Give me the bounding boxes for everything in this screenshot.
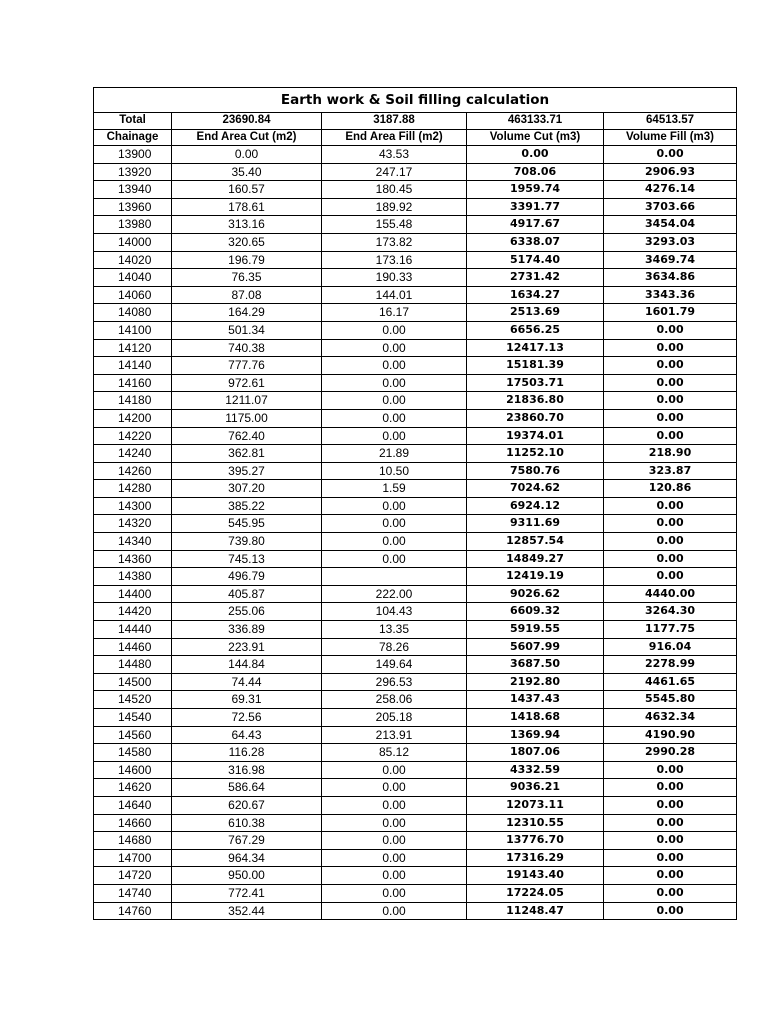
volume-cut-cell: 17224.05 — [467, 884, 604, 902]
chainage-cell: 14260 — [94, 462, 172, 480]
title-row — [94, 88, 737, 113]
volume-fill-cell: 0.00 — [604, 849, 737, 867]
volume-fill-cell: 3264.30 — [604, 603, 737, 621]
volume-fill-cell: 1177.75 — [604, 621, 737, 639]
volume-fill-cell: 2906.93 — [604, 163, 737, 181]
end-area-fill-cell: 0.00 — [322, 550, 467, 568]
chainage-cell: 14080 — [94, 304, 172, 322]
volume-cut-cell: 12419.19 — [467, 568, 604, 586]
chainage-cell: 14220 — [94, 427, 172, 445]
end-area-cut-cell: 178.61 — [172, 198, 322, 216]
volume-fill-cell: 0.00 — [604, 497, 737, 515]
volume-cut-cell: 19374.01 — [467, 427, 604, 445]
end-area-cut-cell: 223.91 — [172, 638, 322, 656]
chainage-cell: 14140 — [94, 357, 172, 375]
volume-fill-cell: 4632.34 — [604, 709, 737, 727]
volume-cut-cell: 3391.77 — [467, 198, 604, 216]
end-area-fill-cell: 173.16 — [322, 251, 467, 269]
volume-cut-cell: 9036.21 — [467, 779, 604, 797]
volume-fill-cell: 0.00 — [604, 339, 737, 357]
end-area-cut-cell: 307.20 — [172, 480, 322, 498]
table-row — [94, 691, 737, 709]
end-area-cut-cell: 164.29 — [172, 304, 322, 322]
end-area-cut-cell: 545.95 — [172, 515, 322, 533]
chainage-cell: 14700 — [94, 849, 172, 867]
end-area-fill-cell: 180.45 — [322, 181, 467, 199]
table-row — [94, 445, 737, 463]
volume-cut-cell: 11248.47 — [467, 902, 604, 920]
volume-fill-cell: 0.00 — [604, 515, 737, 533]
end-area-cut-cell: 405.87 — [172, 585, 322, 603]
volume-cut-cell: 14849.27 — [467, 550, 604, 568]
volume-cut-cell: 9311.69 — [467, 515, 604, 533]
chainage-cell: 14460 — [94, 638, 172, 656]
volume-cut-cell: 17503.71 — [467, 374, 604, 392]
end-area-fill-cell: 85.12 — [322, 744, 467, 762]
table-row — [94, 673, 737, 691]
end-area-fill-cell: 0.00 — [322, 779, 467, 797]
chainage-cell: 14560 — [94, 726, 172, 744]
end-area-fill-cell: 0.00 — [322, 902, 467, 920]
volume-fill-cell: 2990.28 — [604, 744, 737, 762]
table-row — [94, 884, 737, 902]
table-row — [94, 638, 737, 656]
end-area-fill-cell: 247.17 — [322, 163, 467, 181]
volume-fill-cell: 120.86 — [604, 480, 737, 498]
end-area-cut-cell: 352.44 — [172, 902, 322, 920]
volume-fill-cell: 5545.80 — [604, 691, 737, 709]
total-volume-fill: 64513.57 — [604, 113, 737, 130]
volume-cut-cell: 6924.12 — [467, 497, 604, 515]
table-row — [94, 321, 737, 339]
table-row — [94, 603, 737, 621]
chainage-cell: 14020 — [94, 251, 172, 269]
volume-fill-cell: 4440.00 — [604, 585, 737, 603]
end-area-fill-cell: 0.00 — [322, 427, 467, 445]
volume-cut-cell: 19143.40 — [467, 867, 604, 885]
table-row — [94, 198, 737, 216]
end-area-cut-cell: 196.79 — [172, 251, 322, 269]
totals-label: Total — [94, 113, 172, 130]
volume-fill-cell: 3293.03 — [604, 233, 737, 251]
header-volume-fill: Volume Fill (m3) — [604, 129, 737, 146]
end-area-cut-cell: 316.98 — [172, 761, 322, 779]
end-area-fill-cell: 190.33 — [322, 269, 467, 287]
end-area-fill-cell: 0.00 — [322, 374, 467, 392]
volume-fill-cell: 1601.79 — [604, 304, 737, 322]
total-volume-cut: 463133.71 — [467, 113, 604, 130]
volume-cut-cell: 5607.99 — [467, 638, 604, 656]
chainage-cell: 14680 — [94, 832, 172, 850]
volume-cut-cell: 1437.43 — [467, 691, 604, 709]
end-area-fill-cell: 0.00 — [322, 849, 467, 867]
volume-cut-cell: 1418.68 — [467, 709, 604, 727]
volume-fill-cell: 0.00 — [604, 568, 737, 586]
volume-cut-cell: 2731.42 — [467, 269, 604, 287]
table-row — [94, 779, 737, 797]
chainage-cell: 13980 — [94, 216, 172, 234]
end-area-fill-cell: 189.92 — [322, 198, 467, 216]
table-row — [94, 462, 737, 480]
table-row — [94, 744, 737, 762]
volume-cut-cell: 1807.06 — [467, 744, 604, 762]
chainage-cell: 14740 — [94, 884, 172, 902]
volume-cut-cell: 1369.94 — [467, 726, 604, 744]
chainage-cell: 14660 — [94, 814, 172, 832]
volume-fill-cell: 2278.99 — [604, 656, 737, 674]
volume-fill-cell: 3469.74 — [604, 251, 737, 269]
volume-cut-cell: 0.00 — [467, 146, 604, 164]
volume-cut-cell: 13776.70 — [467, 832, 604, 850]
chainage-cell: 14340 — [94, 533, 172, 551]
volume-fill-cell: 0.00 — [604, 761, 737, 779]
chainage-cell: 14500 — [94, 673, 172, 691]
end-area-fill-cell: 0.00 — [322, 761, 467, 779]
volume-fill-cell: 4461.65 — [604, 673, 737, 691]
end-area-cut-cell: 772.41 — [172, 884, 322, 902]
header-chainage: Chainage — [94, 129, 172, 146]
chainage-cell: 14600 — [94, 761, 172, 779]
end-area-fill-cell: 173.82 — [322, 233, 467, 251]
end-area-fill-cell: 213.91 — [322, 726, 467, 744]
table-row — [94, 233, 737, 251]
end-area-cut-cell: 72.56 — [172, 709, 322, 727]
table-row — [94, 796, 737, 814]
table-title: Earth work & Soil filling calculation — [94, 88, 737, 113]
table-row — [94, 409, 737, 427]
end-area-fill-cell: 222.00 — [322, 585, 467, 603]
volume-cut-cell: 12417.13 — [467, 339, 604, 357]
volume-fill-cell: 4276.14 — [604, 181, 737, 199]
table-row — [94, 814, 737, 832]
volume-fill-cell: 0.00 — [604, 779, 737, 797]
chainage-cell: 13920 — [94, 163, 172, 181]
volume-cut-cell: 6656.25 — [467, 321, 604, 339]
end-area-cut-cell: 69.31 — [172, 691, 322, 709]
table-row — [94, 181, 737, 199]
end-area-fill-cell: 0.00 — [322, 515, 467, 533]
table-row — [94, 621, 737, 639]
header-end-area-cut: End Area Cut (m2) — [172, 129, 322, 146]
end-area-cut-cell: 950.00 — [172, 867, 322, 885]
volume-fill-cell: 0.00 — [604, 357, 737, 375]
volume-fill-cell: 0.00 — [604, 409, 737, 427]
end-area-cut-cell: 64.43 — [172, 726, 322, 744]
table-row — [94, 286, 737, 304]
table-row — [94, 269, 737, 287]
table-row — [94, 709, 737, 727]
volume-cut-cell: 3687.50 — [467, 656, 604, 674]
table-row — [94, 163, 737, 181]
end-area-cut-cell: 1175.00 — [172, 409, 322, 427]
chainage-cell: 14640 — [94, 796, 172, 814]
chainage-cell: 14720 — [94, 867, 172, 885]
end-area-fill-cell: 10.50 — [322, 462, 467, 480]
end-area-cut-cell: 336.89 — [172, 621, 322, 639]
chainage-cell: 14300 — [94, 497, 172, 515]
chainage-cell: 14540 — [94, 709, 172, 727]
end-area-cut-cell: 74.44 — [172, 673, 322, 691]
end-area-cut-cell: 972.61 — [172, 374, 322, 392]
total-end-area-fill: 3187.88 — [322, 113, 467, 130]
volume-fill-cell: 3454.04 — [604, 216, 737, 234]
volume-cut-cell: 6338.07 — [467, 233, 604, 251]
end-area-fill-cell: 0.00 — [322, 796, 467, 814]
total-end-area-cut: 23690.84 — [172, 113, 322, 130]
volume-cut-cell: 2513.69 — [467, 304, 604, 322]
chainage-cell: 14480 — [94, 656, 172, 674]
end-area-fill-cell: 104.43 — [322, 603, 467, 621]
end-area-cut-cell: 35.40 — [172, 163, 322, 181]
chainage-cell: 14000 — [94, 233, 172, 251]
volume-fill-cell: 0.00 — [604, 796, 737, 814]
volume-fill-cell: 0.00 — [604, 533, 737, 551]
chainage-cell: 14520 — [94, 691, 172, 709]
totals-row — [94, 113, 737, 130]
end-area-cut-cell: 762.40 — [172, 427, 322, 445]
end-area-cut-cell: 740.38 — [172, 339, 322, 357]
table-row — [94, 832, 737, 850]
table-row — [94, 550, 737, 568]
end-area-fill-cell: 1.59 — [322, 480, 467, 498]
volume-fill-cell: 0.00 — [604, 832, 737, 850]
end-area-cut-cell: 767.29 — [172, 832, 322, 850]
volume-fill-cell: 3703.66 — [604, 198, 737, 216]
end-area-fill-cell: 16.17 — [322, 304, 467, 322]
table-row — [94, 656, 737, 674]
end-area-cut-cell: 0.00 — [172, 146, 322, 164]
volume-cut-cell: 7024.62 — [467, 480, 604, 498]
end-area-cut-cell: 620.67 — [172, 796, 322, 814]
end-area-fill-cell: 155.48 — [322, 216, 467, 234]
volume-cut-cell: 23860.70 — [467, 409, 604, 427]
end-area-fill-cell: 0.00 — [322, 321, 467, 339]
chainage-cell: 14440 — [94, 621, 172, 639]
table-row — [94, 867, 737, 885]
volume-cut-cell: 2192.80 — [467, 673, 604, 691]
volume-fill-cell: 3634.86 — [604, 269, 737, 287]
volume-cut-cell: 6609.32 — [467, 603, 604, 621]
volume-fill-cell: 0.00 — [604, 814, 737, 832]
table-row — [94, 849, 737, 867]
table-row — [94, 480, 737, 498]
volume-fill-cell: 0.00 — [604, 146, 737, 164]
table-row — [94, 726, 737, 744]
chainage-cell: 14420 — [94, 603, 172, 621]
table-row — [94, 216, 737, 234]
volume-fill-cell: 0.00 — [604, 374, 737, 392]
end-area-cut-cell: 255.06 — [172, 603, 322, 621]
end-area-cut-cell: 87.08 — [172, 286, 322, 304]
table-row — [94, 585, 737, 603]
chainage-cell: 14380 — [94, 568, 172, 586]
table-row — [94, 761, 737, 779]
end-area-cut-cell: 395.27 — [172, 462, 322, 480]
table-row — [94, 427, 737, 445]
end-area-cut-cell: 739.80 — [172, 533, 322, 551]
table-row — [94, 902, 737, 920]
chainage-cell: 14620 — [94, 779, 172, 797]
volume-fill-cell: 0.00 — [604, 902, 737, 920]
chainage-cell: 14580 — [94, 744, 172, 762]
volume-fill-cell: 4190.90 — [604, 726, 737, 744]
table-row — [94, 251, 737, 269]
table-row — [94, 146, 737, 164]
header-volume-cut: Volume Cut (m3) — [467, 129, 604, 146]
end-area-cut-cell: 610.38 — [172, 814, 322, 832]
table-row — [94, 304, 737, 322]
volume-cut-cell: 4917.67 — [467, 216, 604, 234]
chainage-cell: 14160 — [94, 374, 172, 392]
end-area-fill-cell: 0.00 — [322, 533, 467, 551]
volume-fill-cell: 323.87 — [604, 462, 737, 480]
table-row — [94, 533, 737, 551]
end-area-fill-cell — [322, 568, 467, 586]
end-area-cut-cell: 144.84 — [172, 656, 322, 674]
chainage-cell: 14100 — [94, 321, 172, 339]
end-area-fill-cell: 0.00 — [322, 409, 467, 427]
earthwork-table — [93, 87, 737, 920]
end-area-cut-cell: 160.57 — [172, 181, 322, 199]
end-area-fill-cell: 0.00 — [322, 497, 467, 515]
end-area-fill-cell: 0.00 — [322, 339, 467, 357]
end-area-fill-cell: 43.53 — [322, 146, 467, 164]
end-area-fill-cell: 21.89 — [322, 445, 467, 463]
end-area-cut-cell: 320.65 — [172, 233, 322, 251]
volume-fill-cell: 0.00 — [604, 392, 737, 410]
end-area-cut-cell: 745.13 — [172, 550, 322, 568]
volume-fill-cell: 0.00 — [604, 427, 737, 445]
volume-fill-cell: 916.04 — [604, 638, 737, 656]
end-area-cut-cell: 76.35 — [172, 269, 322, 287]
table-row — [94, 515, 737, 533]
end-area-fill-cell: 149.64 — [322, 656, 467, 674]
volume-cut-cell: 708.06 — [467, 163, 604, 181]
volume-fill-cell: 3343.36 — [604, 286, 737, 304]
end-area-cut-cell: 501.34 — [172, 321, 322, 339]
chainage-cell: 14360 — [94, 550, 172, 568]
volume-cut-cell: 7580.76 — [467, 462, 604, 480]
end-area-cut-cell: 777.76 — [172, 357, 322, 375]
end-area-fill-cell: 78.26 — [322, 638, 467, 656]
chainage-cell: 14120 — [94, 339, 172, 357]
volume-cut-cell: 17316.29 — [467, 849, 604, 867]
table-row — [94, 339, 737, 357]
chainage-cell: 14760 — [94, 902, 172, 920]
header-row — [94, 129, 737, 146]
end-area-fill-cell: 144.01 — [322, 286, 467, 304]
chainage-cell: 14060 — [94, 286, 172, 304]
header-end-area-fill: End Area Fill (m2) — [322, 129, 467, 146]
volume-cut-cell: 5174.40 — [467, 251, 604, 269]
volume-cut-cell: 1959.74 — [467, 181, 604, 199]
end-area-fill-cell: 0.00 — [322, 884, 467, 902]
volume-cut-cell: 12857.54 — [467, 533, 604, 551]
volume-cut-cell: 12310.55 — [467, 814, 604, 832]
end-area-fill-cell: 0.00 — [322, 392, 467, 410]
end-area-fill-cell: 0.00 — [322, 867, 467, 885]
end-area-cut-cell: 586.64 — [172, 779, 322, 797]
volume-fill-cell: 0.00 — [604, 884, 737, 902]
volume-fill-cell: 0.00 — [604, 550, 737, 568]
volume-fill-cell: 0.00 — [604, 321, 737, 339]
chainage-cell: 13940 — [94, 181, 172, 199]
volume-cut-cell: 9026.62 — [467, 585, 604, 603]
volume-cut-cell: 5919.55 — [467, 621, 604, 639]
end-area-cut-cell: 385.22 — [172, 497, 322, 515]
end-area-cut-cell: 116.28 — [172, 744, 322, 762]
end-area-cut-cell: 313.16 — [172, 216, 322, 234]
volume-fill-cell: 0.00 — [604, 867, 737, 885]
chainage-cell: 13960 — [94, 198, 172, 216]
table-row — [94, 497, 737, 515]
volume-cut-cell: 15181.39 — [467, 357, 604, 375]
end-area-fill-cell: 205.18 — [322, 709, 467, 727]
end-area-cut-cell: 362.81 — [172, 445, 322, 463]
end-area-cut-cell: 1211.07 — [172, 392, 322, 410]
chainage-cell: 13900 — [94, 146, 172, 164]
end-area-fill-cell: 296.53 — [322, 673, 467, 691]
end-area-fill-cell: 0.00 — [322, 814, 467, 832]
chainage-cell: 14180 — [94, 392, 172, 410]
chainage-cell: 14040 — [94, 269, 172, 287]
end-area-fill-cell: 0.00 — [322, 832, 467, 850]
chainage-cell: 14240 — [94, 445, 172, 463]
chainage-cell: 14200 — [94, 409, 172, 427]
chainage-cell: 14320 — [94, 515, 172, 533]
volume-cut-cell: 21836.80 — [467, 392, 604, 410]
volume-cut-cell: 1634.27 — [467, 286, 604, 304]
volume-cut-cell: 4332.59 — [467, 761, 604, 779]
volume-fill-cell: 218.90 — [604, 445, 737, 463]
chainage-cell: 14400 — [94, 585, 172, 603]
table-row — [94, 374, 737, 392]
end-area-fill-cell: 0.00 — [322, 357, 467, 375]
table-row — [94, 392, 737, 410]
volume-cut-cell: 12073.11 — [467, 796, 604, 814]
table-row — [94, 357, 737, 375]
end-area-cut-cell: 496.79 — [172, 568, 322, 586]
table-row — [94, 568, 737, 586]
volume-cut-cell: 11252.10 — [467, 445, 604, 463]
end-area-cut-cell: 964.34 — [172, 849, 322, 867]
end-area-fill-cell: 13.35 — [322, 621, 467, 639]
end-area-fill-cell: 258.06 — [322, 691, 467, 709]
chainage-cell: 14280 — [94, 480, 172, 498]
